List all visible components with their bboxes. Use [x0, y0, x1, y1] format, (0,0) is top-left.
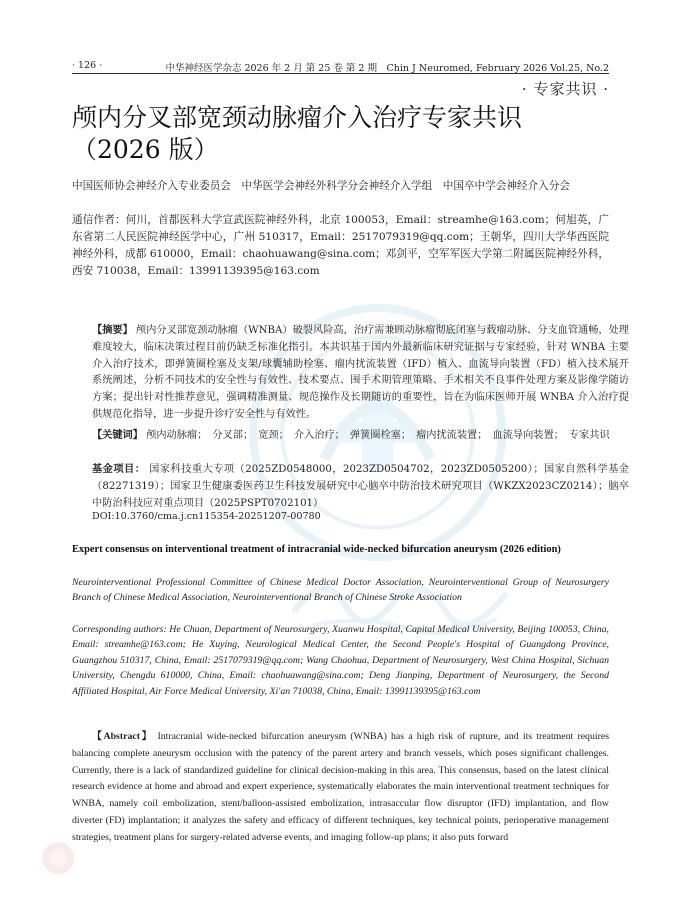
abstract-zh-text: 颅内分叉部宽颈动脉瘤（WNBA）破裂风险高，治疗需兼顾动脉瘤彻底闭塞与载瘤动脉、分支血管通畅，处理难度较大，临床决策过程目前仍缺乏标准化指引。本共识基于国内外最新临床研究证据与专家经验，针对 WNBA 主要介入治疗技术，即弹簧圈栓塞及支架/球囊辅助栓塞、瘤内扰流装置（IFD）植入、血流导向装置（FD）植入技术展开系统阐述，分析不同技术的安全性与有效性、技术要点、围手术期管理策略、手术相关不良事件处理方案及影像学随访方案；提出针对性推荐意见，强调精准测量、规范操作及长期随访的重要性，旨在为临床医师开展 WNBA 介入治疗提供规范化指导，进一步提升诊疗安全性与有效性。 — [92, 325, 629, 420]
abstract-en — [72, 729, 609, 847]
keywords-zh — [72, 427, 629, 445]
keywords-zh-text: 颅内动脉瘤； 分叉部； 宽颈； 介入治疗； 弹簧圈栓塞； 瘤内扰流装置； 血流导向装置； 专家共识 — [146, 430, 610, 441]
corresponding-authors-en: Corresponding authors: He Chuan, Department of Neurosurgery, Xuanwu Hospital, Capital Medical University, Beijing 100053, China, Email: streamhe@163.com; He Xuying, Neurological Medical Center, the Second People's Hospital of Guangdong Province, Guangzhou 510317, China, Email: 2517079319@qq.com; Wang Chaohua, Department of Neurosurgery, West China Hospital, Sichuan University, Chengdu 610000, China, Email: chaohuawang@sina.com; Deng Jianping, Department of Neurosurgery, the Second Affiliated Hospital, Air Force Medical University, Xi'an 710038, China, Email: 13991139395@163.com — [72, 624, 609, 697]
article-title-zh: 颅内分叉部宽颈动脉瘤介入治疗专家共识（2026 版） — [72, 103, 523, 164]
funding-zh — [72, 461, 629, 512]
abstract-en-label: 【Abstract】 — [92, 731, 154, 742]
funding-zh-label: 基金项目： — [92, 463, 146, 475]
organizations-en: Neurointerventional Professional Committee of Chinese Medical Doctor Association, Neurointerventional Group of Neurosurgery Branch of Chinese Medical Association, Neurointerventional Branch of Chinese Stroke Association — [72, 577, 609, 604]
article-title-en: Expert consensus on interventional treatment of intracranial wide-necked bifurcation aneurysm (2026 edition) — [72, 544, 561, 555]
abstract-zh — [72, 322, 629, 424]
abstract-zh-label: 【摘要】 — [92, 324, 133, 336]
funding-zh-text: 国家科技重大专项（2025ZD0548000，2023ZD0504702，2023ZD0505200）；国家自然科学基金（82271319）；国家卫生健康委医药卫生科技发展研究中心脑卒中防治技术研究项目（WKZX2023CZ0214）；脑卒中防治科技应对重点项目（2025PSPT0702101） — [92, 464, 629, 509]
page-number: · 126 · — [72, 60, 103, 71]
keywords-zh-label: 【关键词】 — [92, 429, 143, 441]
corresponding-authors-zh: 通信作者：何川，首都医科大学宣武医院神经外科，北京 100053，Email：streamhe@163.com；何旭英，广东省第二人民医院神经医学中心，广州 510317，Email：2517079319@qq.com；王朝华，四川大学华西医院神经外科，成都 610000，Email：chaohuawang@sina.com；邓剑平，空军军医大学第二附属医院神经外科，西安 710038，Email：13991139395@163.com — [72, 214, 609, 277]
doi: DOI:10.3760/cma.j.cn115354-20251207-00780 — [92, 511, 321, 522]
abstract-en-text: Intracranial wide-necked bifurcation aneurysm (WNBA) has a high risk of rupture, and its treatment requires balancing complete aneurysm occlusion with the patency of the parent artery and branch vessels, which poses significant challenges. Currently, there is a lack of standardized guideline for clinical decision-making in this area. This consensus, based on the latest clinical research evidence at home and abroad and expert experience, systematically elaborates the main interventional treatment techniques for WNBA, namely coil embolization, stent/balloon-assisted embolization, intrasaccular flow disruptor (IFD) implantation, and flow diverter (FD) implantation; it analyzes the safety and efficacy of different techniques, key technical points, perioperative management strategies, treatment plans for surgery-related adverse events, and imaging follow-up plans; it also puts forward — [72, 731, 610, 843]
authors-zh: 中国医师协会神经介入专业委员会 中华医学会神经外科学分会神经介入学组 中国卒中学会神经介入分会 — [72, 180, 570, 192]
header-rule — [72, 73, 609, 74]
journal-citation: 中华神经医学杂志 2026 年 2 月 第 25 卷 第 2 期 Chin J Neuromed, February 2026 Vol.25, No.2 — [165, 63, 609, 74]
section-tag: · 专家共识 · — [521, 80, 609, 98]
